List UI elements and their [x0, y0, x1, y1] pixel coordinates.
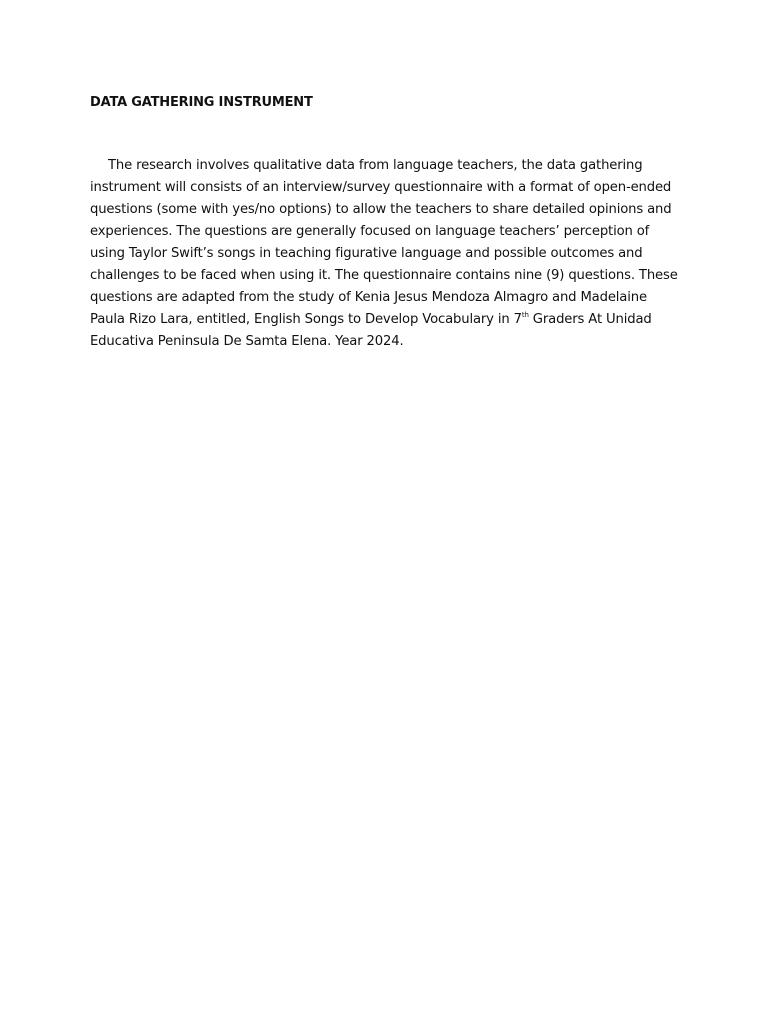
paragraph-line-3: questions (some with yes/no options) to allow the teachers to share detailed opinions and: [90, 202, 672, 217]
ordinal-suffix: th: [521, 310, 529, 319]
paragraph-line-7: questions are adapted from the study of Kenia Jesus Mendoza Almagro and Madelaine: [90, 290, 647, 305]
paragraph-line-1-text: The research involves qualitative data from language teachers, the data gathering: [108, 158, 643, 173]
paragraph-line-8: [90, 309, 682, 331]
paragraph-line-2: instrument will consists of an interview/survey questionnaire with a format of open-ended: [90, 180, 672, 195]
document-heading: DATA GATHERING INSTRUMENT: [90, 95, 313, 110]
paragraph-line-4: experiences. The questions are generally focused on language teachers’ perception of: [90, 224, 650, 239]
paragraph-line-8-end: Graders At Unidad: [528, 312, 652, 327]
paragraph-line-8-start: Paula Rizo Lara, entitled, English Songs to Develop Vocabulary in 7: [90, 312, 522, 327]
paragraph-line-1: [90, 155, 682, 177]
paragraph-line-5: using Taylor Swift’s songs in teaching figurative language and possible outcomes and: [90, 246, 643, 261]
paragraph-line-9: Educativa Peninsula De Samta Elena. Year 2024.: [90, 334, 404, 349]
body-paragraph: [90, 155, 682, 353]
paragraph-line-6: challenges to be faced when using it. The questionnaire contains nine (9) questions. These: [90, 268, 678, 283]
